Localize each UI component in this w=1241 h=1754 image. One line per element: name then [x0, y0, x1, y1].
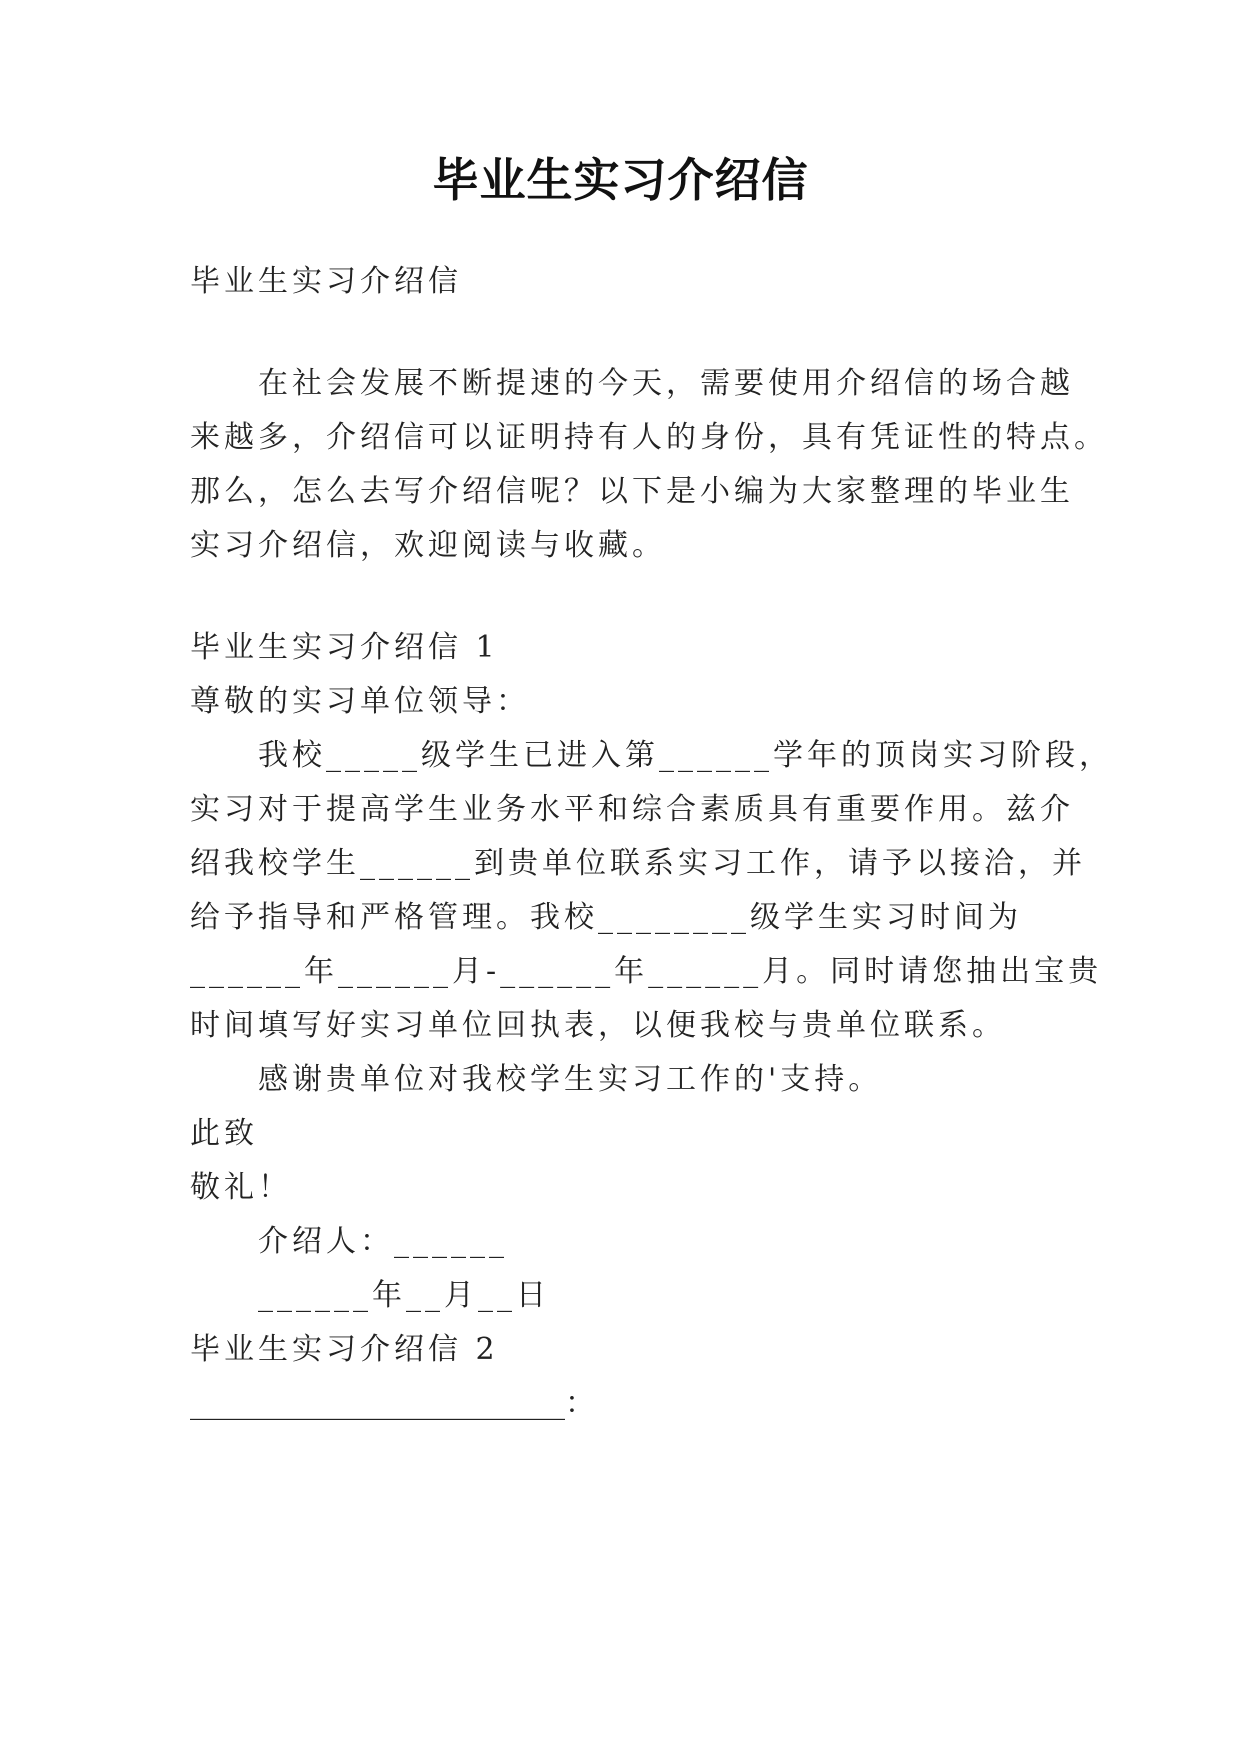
intro-line-3: 那么，怎么去写介绍信呢？以下是小编为大家整理的毕业生: [190, 474, 1074, 509]
letter1-body-line-5: ______年______月-______年______月。同时请您抽出宝贵: [190, 954, 1103, 989]
letter2-recipient: _________________________：: [190, 1386, 595, 1421]
letter1-body-line-4: 给予指导和严格管理。我校________级学生实习时间为: [190, 900, 1022, 935]
document-subtitle: 毕业生实习介绍信: [190, 264, 462, 299]
letter1-body-line-1: 我校_____级学生已进入第______学年的顶岗实习阶段，: [258, 738, 1113, 773]
intro-line-1: 在社会发展不断提速的今天，需要使用介绍信的场合越: [258, 366, 1074, 401]
letter1-body-line-3: 绍我校学生______到贵单位联系实习工作，请予以接洽，并: [190, 846, 1086, 881]
letter1-closing-1: 此致: [190, 1116, 258, 1151]
document-title: 毕业生实习介绍信: [432, 153, 809, 207]
letter2-heading: 毕业生实习介绍信 2: [190, 1332, 499, 1367]
letter1-heading: 毕业生实习介绍信 1: [190, 630, 499, 665]
letter1-introducer: 介绍人：______: [258, 1224, 508, 1259]
letter1-closing-2: 敬礼！: [190, 1170, 292, 1205]
intro-line-2: 来越多，介绍信可以证明持有人的身份，具有凭证性的特点。: [190, 420, 1108, 455]
letter1-body-line-6: 时间填写好实习单位回执表，以便我校与贵单位联系。: [190, 1008, 1006, 1043]
intro-line-4: 实习介绍信，欢迎阅读与收藏。: [190, 528, 666, 563]
letter1-thanks: 感谢贵单位对我校学生实习工作的'支持。: [258, 1062, 883, 1097]
letter1-salutation: 尊敬的实习单位领导：: [190, 684, 530, 719]
letter1-body-line-2: 实习对于提高学生业务水平和综合素质具有重要作用。兹介: [190, 792, 1074, 827]
letter1-date: ______年__月__日: [258, 1278, 550, 1313]
